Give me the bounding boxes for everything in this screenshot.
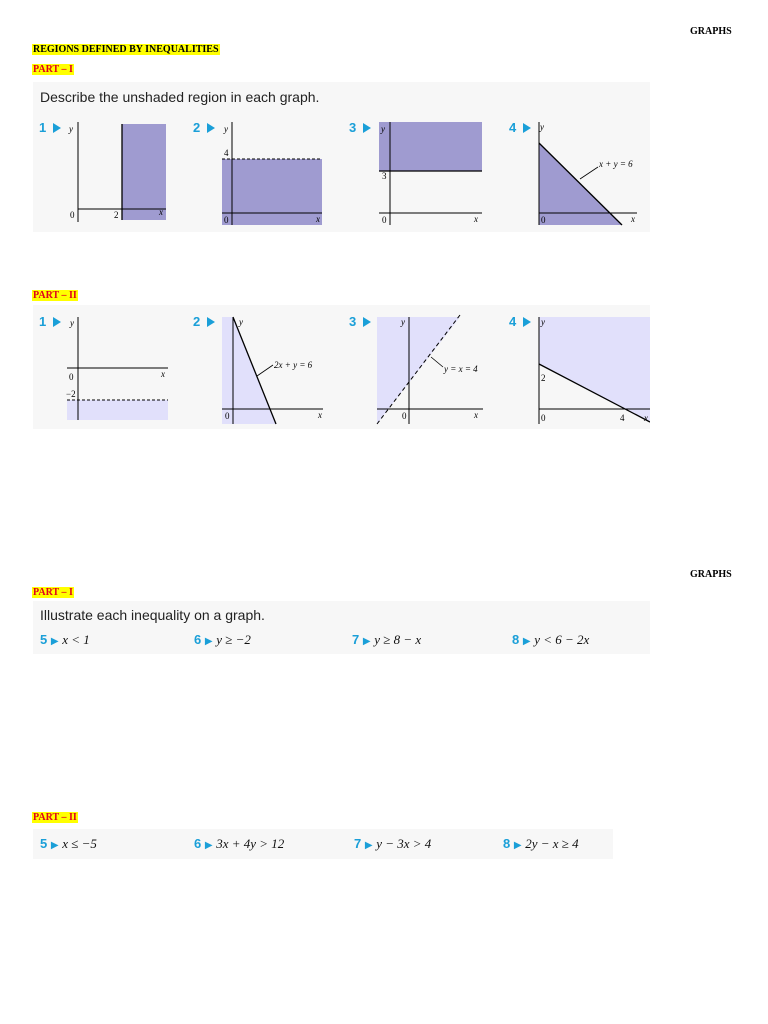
part-one-label: PART – I [33, 64, 73, 75]
section1-instruction: Describe the unshaded region in each graph. [40, 89, 320, 105]
triangle-icon [207, 123, 215, 133]
pointer-line [580, 167, 598, 179]
section1-panel [33, 82, 650, 232]
y-label: y [401, 317, 405, 327]
pointer-line [431, 357, 443, 367]
y-label: y [70, 318, 74, 328]
graph4 [509, 314, 650, 424]
x-label: x [161, 369, 165, 379]
origin-label: 0 [70, 210, 75, 220]
graph-number: 1 [39, 120, 47, 135]
inequality-item: 5 ▶ x < 1 [40, 632, 90, 647]
x-label: x [474, 410, 478, 420]
shaded-region [222, 317, 276, 424]
graph3 [349, 120, 482, 225]
triangle-icon [363, 317, 371, 327]
graph1 [39, 120, 166, 222]
x-label: x [316, 214, 320, 224]
shaded-region [122, 124, 166, 220]
origin-label: 0 [402, 411, 407, 421]
y-label: y [69, 124, 73, 134]
equation-label: y = x = 4 [444, 364, 478, 374]
graph-number: 1 [39, 314, 47, 329]
shaded-region [379, 122, 482, 171]
graphs-header: GRAPHS [690, 26, 732, 37]
page-title: REGIONS DEFINED BY INEQUALITIES [33, 44, 219, 55]
page2-part2-panel [33, 829, 613, 859]
graph-number: 2 [193, 314, 201, 329]
origin-label: 0 [224, 215, 229, 225]
intercept-label: 2 [541, 373, 546, 383]
origin-label: 0 [541, 413, 546, 423]
x-label: x [318, 410, 322, 420]
section2-panel [33, 305, 650, 429]
y-label: y [224, 124, 228, 134]
equation-label: 2x + y = 6 [274, 360, 313, 370]
intercept-label: 3 [382, 171, 387, 181]
inequality-item: 8 ▶ y < 6 − 2x [512, 632, 590, 647]
page2-part-one-label: PART – I [33, 587, 73, 598]
intercept-label: 4 [224, 148, 229, 158]
y-label: y [239, 317, 243, 327]
section1-graphs [33, 82, 650, 232]
triangle-icon [523, 317, 531, 327]
inequality-item: 6 ▶ 3x + 4y > 12 [194, 836, 285, 851]
page2-part1-panel [33, 601, 650, 654]
graph-number: 3 [349, 314, 357, 329]
triangle-icon [363, 123, 371, 133]
graph2 [193, 120, 322, 225]
origin-label: 0 [382, 215, 387, 225]
graph-number: 2 [193, 120, 201, 135]
equation-label: x + y = 6 [599, 159, 633, 169]
inequality-item: 5 ▶ x ≤ −5 [40, 836, 97, 851]
intercept-label: −2 [66, 389, 76, 399]
shaded-region [539, 317, 650, 422]
pointer-line [257, 365, 273, 376]
inequality-item: 7 ▶ y ≥ 8 − x [352, 632, 422, 647]
graph-number: 4 [509, 314, 517, 329]
triangle-icon [53, 317, 61, 327]
graphs-header-2: GRAPHS [690, 569, 732, 580]
graph-number: 4 [509, 120, 517, 135]
y-label: y [381, 124, 385, 134]
x-label: x [474, 214, 478, 224]
y-label: y [541, 317, 545, 327]
x-label: x [631, 214, 635, 224]
inequality-item: 8 ▶ 2y − x ≥ 4 [503, 836, 579, 851]
intercept-label: 4 [620, 413, 625, 423]
graph1 [39, 314, 168, 420]
intercept-label: 2 [114, 210, 119, 220]
inequality-item: 7 ▶ y − 3x > 4 [354, 836, 432, 851]
shaded-region [67, 400, 168, 420]
page2-part-two-label: PART – II [33, 812, 77, 823]
triangle-icon [207, 317, 215, 327]
x-label: x [159, 207, 163, 217]
triangle-icon [53, 123, 61, 133]
origin-label: 0 [69, 372, 74, 382]
shaded-region [222, 159, 322, 225]
part-two-label: PART – II [33, 290, 77, 301]
inequality-item: 6 ▶ y ≥ −2 [194, 632, 251, 647]
section2-graphs [33, 305, 650, 429]
origin-label: 0 [225, 411, 230, 421]
page2-instruction: Illustrate each inequality on a graph. [40, 607, 265, 623]
graph4 [509, 120, 637, 225]
origin-label: 0 [541, 215, 546, 225]
graph-number: 3 [349, 120, 357, 135]
graph2 [193, 314, 323, 424]
x-label: x [644, 413, 648, 423]
triangle-icon [523, 123, 531, 133]
y-label: y [540, 122, 544, 132]
graph3 [349, 314, 483, 424]
